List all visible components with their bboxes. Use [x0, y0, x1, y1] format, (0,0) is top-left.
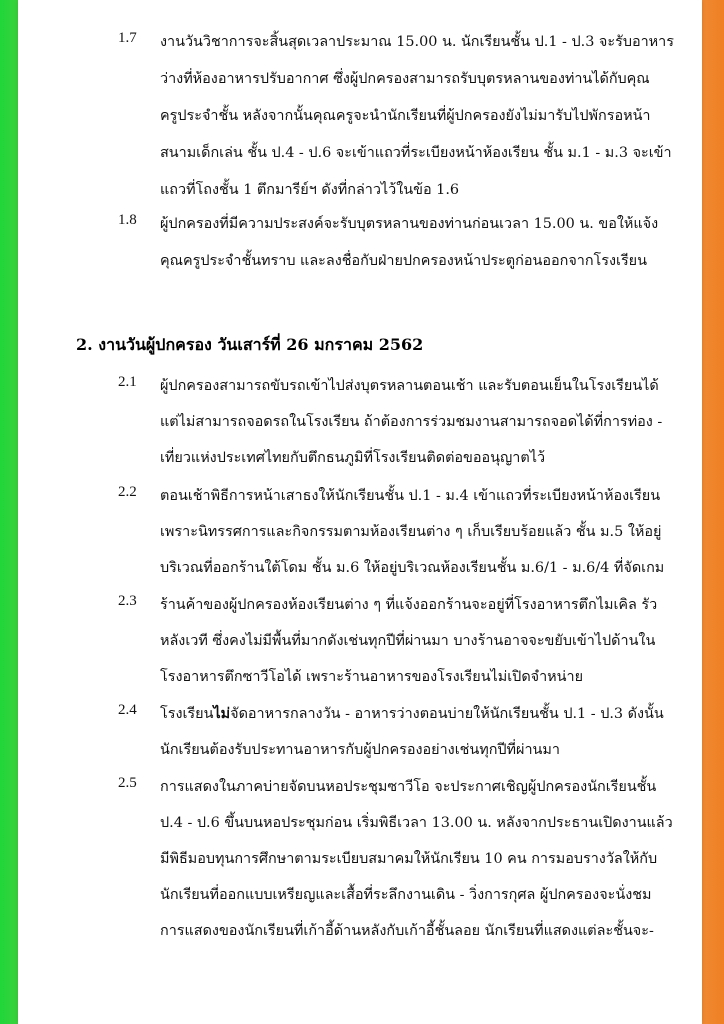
item-text-line: นักเรียนต้องรับประทานอาหารกับผู้ปกครองอย่างเช่นทุกปีที่ผ่านมา [160, 742, 560, 758]
item-text-line: สนามเด็กเล่น ชั้น ป.4 - ป.6 จะเข้าแถวที่ระเบียงหน้าห้องเรียน ชั้น ม.1 - ม.3 จะเข้า [160, 145, 672, 161]
item-text-line: แถวที่โถงชั้น 1 ตึกมารีย์ฯ ดังที่กล่าวไว้ในข้อ 1.6 [160, 182, 460, 198]
item-text-line: ผู้ปกครองสามารถขับรถเข้าไปส่งบุตรหลานตอนเช้า และรับตอนเย็นในโรงเรียนได้ [160, 378, 659, 394]
item-text-line: คุณครูประจำชั้นทราบ และลงชื่อกับฝ่ายปกครองหน้าประตูก่อนออกจากโรงเรียน [160, 253, 647, 269]
item-number: 2.1 [118, 374, 137, 390]
item-text-line: หลังเวที ซึ่งคงไม่มีพื้นที่มากดังเช่นทุกปีที่ผ่านมา บางร้านอาจจะขยับเข้าไปด้านใน [160, 633, 656, 649]
document-page [18, 0, 702, 1024]
item-text-line: มีพิธีมอบทุนการศึกษาตามระเบียบสมาคมให้นักเรียน 10 คน การมอบรางวัลให้กับ [160, 851, 658, 867]
item-text-line: นักเรียนที่ออกแบบเหรียญและเสื้อที่ระลึกงานเดิน - วิ่งการกุศล ผู้ปกครองจะนั่งชม [160, 887, 652, 903]
item-number: 1.8 [118, 212, 137, 228]
item-text-line: การแสดงในภาคบ่ายจัดบนหอประชุมซาวีโอ จะประกาศเชิญผู้ปกครองนักเรียนชั้น [160, 779, 657, 795]
item-text-line: บริเวณที่ออกร้านใต้โดม ชั้น ม.6 ให้อยู่บริเวณห้องเรียนชั้น ม.6/1 - ม.6/4 ที่จัดเกม [160, 560, 665, 576]
item-number: 2.2 [118, 484, 137, 500]
emphasis-text: ไม่ [213, 705, 231, 722]
item-number: 2.3 [118, 593, 137, 609]
item-text-segment: จัดอาหารกลางวัน - อาหารว่างตอนบ่ายให้นักเรียนชั้น ป.1 - ป.3 ดังนั้น [230, 706, 664, 722]
item-text-line: ตอนเช้าพิธีการหน้าเสาธงให้นักเรียนชั้น ป.1 - ม.4 เข้าแถวที่ระเบียงหน้าห้องเรียน [160, 488, 661, 504]
item-text-line: ว่างที่ห้องอาหารปรับอากาศ ซึ่งผู้ปกครองสามารถรับบุตรหลานของท่านได้กับคุณ [160, 71, 650, 87]
item-text-line [160, 702, 664, 725]
item-text-line: ครูประจำชั้น หลังจากนั้นคุณครูจะนำนักเรียนที่ผู้ปกครองยังไม่มารับไปพักรอหน้า [160, 108, 651, 124]
item-number: 2.4 [118, 702, 137, 718]
item-text-line: ผู้ปกครองที่มีความประสงค์จะรับบุตรหลานของท่านก่อนเวลา 15.00 น. ขอให้แจ้ง [160, 216, 659, 232]
item-text-line: ป.4 - ป.6 ขึ้นบนหอประชุมก่อน เริ่มพิธีเวลา 13.00 น. หลังจากประธานเปิดงานแล้ว [160, 815, 673, 831]
section-heading: 2. งานวันผู้ปกครอง วันเสาร์ที่ 26 มกราคม 2562 [76, 335, 424, 354]
item-text-line: ร้านค้าของผู้ปกครองห้องเรียนต่าง ๆ ที่แจ้งออกร้านจะอยู่ที่โรงอาหารตึกไมเคิล รัว [160, 597, 658, 613]
item-text-segment: โรงเรียน [160, 706, 214, 722]
item-text-line: งานวันวิชาการจะสิ้นสุดเวลาประมาณ 15.00 น. นักเรียนชั้น ป.1 - ป.3 จะรับอาหาร [160, 34, 674, 50]
item-text-line: เที่ยวแห่งประเทศไทยกับตึกธนภูมิที่โรงเรียนติดต่อขออนุญาตไว้ [160, 450, 546, 466]
item-text-line: การแสดงของนักเรียนที่เก้าอี้ด้านหลังกับเก้าอี้ชั้นลอย นักเรียนที่แสดงแต่ละชั้นจะ- [160, 923, 654, 939]
item-text-line: เพราะนิทรรศการและกิจกรรมตามห้องเรียนต่าง ๆ เก็บเรียบร้อยแล้ว ชั้น ม.5 ให้อยู่ [160, 524, 662, 540]
item-text-line: โรงอาหารตึกซาวีโอได้ เพราะร้านอาหารของโรงเรียนไม่เปิดจำหน่าย [160, 669, 584, 685]
item-number: 2.5 [118, 775, 137, 791]
item-number: 1.7 [118, 30, 137, 46]
item-text-line: แต่ไม่สามารถจอดรถในโรงเรียน ถ้าต้องการร่วมชมงานสามารถจอดได้ที่การท่อง - [160, 414, 663, 430]
